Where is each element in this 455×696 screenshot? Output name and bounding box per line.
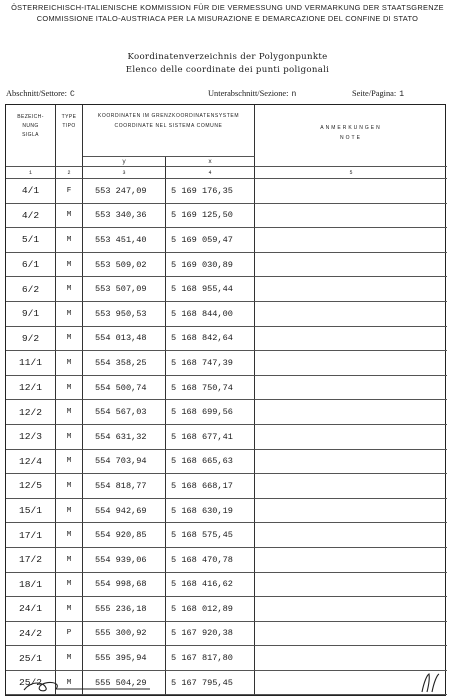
coordinates-table: [5, 104, 446, 696]
sigla-cell: 17/1: [6, 523, 56, 548]
x-coordinate-cell: 5 168 575,45: [166, 523, 255, 548]
y-coordinate-cell: 553 507,09: [83, 277, 166, 302]
y-coordinate-cell: 554 920,85: [83, 523, 166, 548]
type-cell: M: [56, 204, 83, 229]
header-coordinates-line: COORDINATE NEL SISTEMA COMUNE: [114, 123, 223, 129]
header-designation-line: BEZEICH-: [17, 114, 44, 120]
y-coordinate-cell: 554 703,94: [83, 450, 166, 475]
y-coordinate-cell: 554 358,25: [83, 351, 166, 376]
type-cell: F: [56, 179, 83, 204]
x-coordinate-cell: 5 168 842,64: [166, 327, 255, 352]
type-cell: M: [56, 548, 83, 573]
y-coordinate-cell: 555 395,94: [83, 646, 166, 671]
type-cell: M: [56, 450, 83, 475]
sigla-cell: 24/1: [6, 597, 56, 622]
header-coordinates-line: KOORDINATEN IM GRENZKOORDINATENSYSTEM: [97, 113, 240, 119]
notes-cell: [255, 400, 447, 425]
x-coordinate-cell: 5 167 817,80: [166, 646, 255, 671]
sigla-cell: 12/5: [6, 474, 56, 499]
type-cell: M: [56, 425, 83, 450]
notes-cell: [255, 376, 447, 401]
sigla-cell: 24/2: [6, 622, 56, 647]
notes-cell: [255, 474, 447, 499]
commission-name-de: ÖSTERREICHISCH-ITALIENISCHE KOMMISSION FÜR DIE VERMESSUNG UND VERMARKUNG DER STAATSGRENZE: [11, 3, 444, 12]
x-coordinate-cell: 5 168 012,89: [166, 597, 255, 622]
notes-cell: [255, 548, 447, 573]
initials-mark: [418, 672, 442, 694]
x-coordinate-cell: 5 168 844,00: [166, 302, 255, 327]
header-coordinates: [83, 105, 255, 157]
sigla-cell: 18/1: [6, 573, 56, 598]
notes-cell: [255, 277, 447, 302]
type-cell: M: [56, 351, 83, 376]
y-coordinate-cell: 554 500,74: [83, 376, 166, 401]
sigla-cell: 9/2: [6, 327, 56, 352]
y-coordinate-cell: 554 567,03: [83, 400, 166, 425]
section-label: Abschnitt/Settore:: [6, 89, 67, 98]
header-notes: [255, 105, 447, 167]
header-notes-line: ANMERKUNGEN: [320, 125, 382, 131]
x-coordinate-cell: 5 168 750,74: [166, 376, 255, 401]
sigla-cell: 11/1: [6, 351, 56, 376]
notes-cell: [255, 204, 447, 229]
y-coordinate-cell: 553 340,36: [83, 204, 166, 229]
type-cell: P: [56, 622, 83, 647]
y-coordinate-cell: 554 818,77: [83, 474, 166, 499]
x-coordinate-cell: 5 168 470,78: [166, 548, 255, 573]
x-coordinate-cell: 5 169 125,50: [166, 204, 255, 229]
notes-cell: [255, 228, 447, 253]
sigla-cell: 6/2: [6, 277, 56, 302]
x-coordinate-cell: 5 168 955,44: [166, 277, 255, 302]
x-coordinate-cell: 5 168 699,56: [166, 400, 255, 425]
notes-cell: [255, 302, 447, 327]
page-label: Seite/Pagina:: [352, 89, 397, 98]
section-value: C: [69, 90, 75, 99]
section-field: [6, 89, 75, 99]
type-cell: M: [56, 646, 83, 671]
x-coordinate-cell: 5 168 665,63: [166, 450, 255, 475]
x-coordinate-cell: 5 169 030,89: [166, 253, 255, 278]
x-coordinate-cell: 5 168 677,41: [166, 425, 255, 450]
x-coordinate-cell: 5 169 059,47: [166, 228, 255, 253]
column-number: 4: [166, 167, 255, 179]
subsection-field: [208, 89, 296, 99]
header-y: y: [83, 157, 166, 167]
column-number: 1: [6, 167, 56, 179]
column-number: 3: [83, 167, 166, 179]
x-coordinate-cell: 5 167 920,38: [166, 622, 255, 647]
column-number: 5: [255, 167, 447, 179]
notes-cell: [255, 597, 447, 622]
signature-scribble: [22, 678, 152, 694]
notes-cell: [255, 179, 447, 204]
type-cell: M: [56, 376, 83, 401]
y-coordinate-cell: 554 942,69: [83, 499, 166, 524]
y-coordinate-cell: 555 236,18: [83, 597, 166, 622]
type-cell: M: [56, 327, 83, 352]
subsection-value: n: [291, 90, 297, 99]
type-cell: M: [56, 474, 83, 499]
x-coordinate-cell: 5 168 668,17: [166, 474, 255, 499]
sigla-cell: 15/1: [6, 499, 56, 524]
sigla-cell: 12/3: [6, 425, 56, 450]
sigla-cell: 4/1: [6, 179, 56, 204]
y-coordinate-cell: 553 451,40: [83, 228, 166, 253]
type-cell: M: [56, 277, 83, 302]
type-cell: M: [56, 228, 83, 253]
x-coordinate-cell: 5 168 416,62: [166, 573, 255, 598]
page-value: 1: [399, 90, 405, 99]
type-cell: M: [56, 671, 83, 696]
notes-cell: [255, 573, 447, 598]
notes-cell: [255, 253, 447, 278]
x-coordinate-cell: 5 168 630,19: [166, 499, 255, 524]
type-cell: M: [56, 302, 83, 327]
subsection-label: Unterabschnitt/Sezione:: [208, 89, 289, 98]
sigla-cell: 12/4: [6, 450, 56, 475]
sigla-cell: 5/1: [6, 228, 56, 253]
type-cell: M: [56, 573, 83, 598]
notes-cell: [255, 425, 447, 450]
header-notes-line: NOTE: [340, 135, 362, 141]
commission-name-it: COMMISSIONE ITALO-AUSTRIACA PER LA MISURAZIONE E DEMARCAZIONE DEL CONFINE DI STATO: [36, 14, 419, 23]
column-number: 2: [56, 167, 83, 179]
y-coordinate-cell: 553 950,53: [83, 302, 166, 327]
sigla-cell: 25/2: [6, 671, 56, 696]
notes-cell: [255, 622, 447, 647]
header-type: [56, 105, 83, 167]
type-cell: M: [56, 400, 83, 425]
type-cell: M: [56, 597, 83, 622]
sigla-cell: 12/2: [6, 400, 56, 425]
x-coordinate-cell: 5 169 176,35: [166, 179, 255, 204]
sigla-cell: 9/1: [6, 302, 56, 327]
y-coordinate-cell: 554 013,48: [83, 327, 166, 352]
type-cell: M: [56, 253, 83, 278]
type-cell: M: [56, 499, 83, 524]
y-coordinate-cell: 554 631,32: [83, 425, 166, 450]
sigla-cell: 25/1: [6, 646, 56, 671]
y-coordinate-cell: 555 504,29: [83, 671, 166, 696]
notes-cell: [255, 646, 447, 671]
header-designation-line: NUNG: [22, 123, 39, 129]
sigla-cell: 4/2: [6, 204, 56, 229]
x-coordinate-cell: 5 168 747,39: [166, 351, 255, 376]
notes-cell: [255, 450, 447, 475]
page-field: [352, 89, 404, 99]
y-coordinate-cell: 554 939,06: [83, 548, 166, 573]
sigla-cell: 12/1: [6, 376, 56, 401]
document-title-it: Elenco delle coordinate dei punti poligonali: [125, 65, 330, 75]
notes-cell: [255, 327, 447, 352]
sigla-cell: 6/1: [6, 253, 56, 278]
y-coordinate-cell: 555 300,92: [83, 622, 166, 647]
y-coordinate-cell: 554 998,68: [83, 573, 166, 598]
header-type-line: TYPE: [61, 114, 77, 120]
header-type-line: TIPO: [62, 123, 76, 129]
document-title-de: Koordinatenverzeichnis der Polygonpunkte: [127, 52, 328, 62]
type-cell: M: [56, 523, 83, 548]
x-coordinate-cell: 5 167 795,45: [166, 671, 255, 696]
sigla-cell: 17/2: [6, 548, 56, 573]
header-x: x: [166, 157, 255, 167]
header-designation: [6, 105, 56, 167]
y-coordinate-cell: 553 509,02: [83, 253, 166, 278]
notes-cell: [255, 523, 447, 548]
notes-cell: [255, 499, 447, 524]
y-coordinate-cell: 553 247,09: [83, 179, 166, 204]
notes-cell: [255, 351, 447, 376]
header-designation-line: SIGLA: [22, 132, 39, 138]
